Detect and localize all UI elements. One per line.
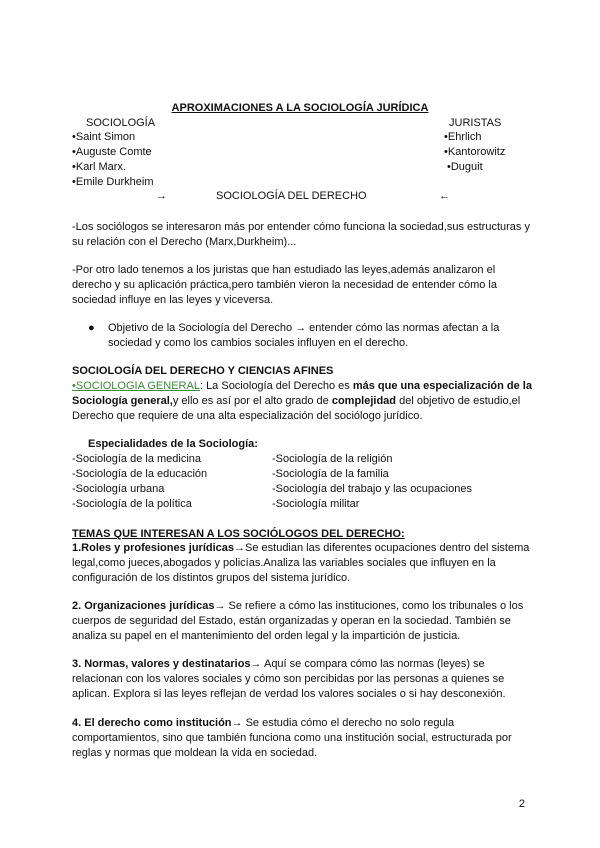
topic-item: 4. El derecho como institución→ Se estudia cómo el derecho no solo regula comportamientos, sino que también funciona como una institución social, estructurada por reglas y normas que moldean la vida en sociedad. [72,717,512,759]
list-item: •Kantorowitz [444,146,506,158]
objective-bullet-text: Objetivo de la Sociología del Derecho → entender cómo las normas afectan a la sociedad y como los cambios sociales influyen en el derecho. [108,322,500,349]
topic-label: 2. Organizaciones jurídicas [72,600,215,612]
list-item: •Saint Simon [72,131,136,143]
list-item: •Auguste Comte [72,146,152,158]
paragraph-sociologists: -Los sociólogos se interesaron más por entender cómo funciona la sociedad,sus estructuras y su relación con el Derecho (Marx,Durkheim)... [72,221,530,248]
topic-label: 3. Normas, valores y destinatarios [72,658,251,670]
sociology-column-heading: SOCIOLOGÍA [86,117,156,129]
specialty-item: -Sociología del trabajo y las ocupaciones [272,483,472,495]
specialty-item: -Sociología militar [272,498,360,510]
topic-label: 1.Roles y profesiones jurídicas [72,542,235,554]
list-item: •Duguit [447,161,483,173]
paragraph-general-sociology: •SOCIOLOGIA GENERAL: La Sociología del Derecho es más que una especialización de la Sociología general,y ello es así por el alto grado de complejidad del objetivo de estudio,el Derecho que requiere de una alta especialización del sociólogo jurídico. [72,380,532,422]
specialty-item: -Sociología de la educación [72,468,208,480]
specialty-item: -Sociología urbana [72,483,165,495]
jurists-column-heading: JURISTAS [449,117,502,129]
bullet-icon: ● [88,322,95,334]
paragraph-jurists: -Por otro lado tenemos a los juristas que han estudiado las leyes,además analizaron el derecho y su aplicación práctica,pero también vieron la necesidad de entender cómo la sociedad influye en las leyes y viceversa. [72,264,497,306]
list-item: •Ehrlich [444,131,482,143]
topic-item: 1.Roles y profesiones jurídicas→Se estudian las diferentes ocupaciones dentro del sistema legal,como jueces,abogados y policías.Analiza las variables sociales que influyen en la configuración de los distintos grupos del sistema jurídico. [72,542,530,584]
left-arrow-icon: ← [439,190,450,202]
document-title: APROXIMACIONES A LA SOCIOLOGÍA JURÍDICA [171,102,429,114]
specialty-item: -Sociología de la religión [272,453,393,465]
specialties-list [72,452,532,512]
specialty-item: -Sociología de la medicina [72,453,202,465]
right-arrow-icon: → [156,190,167,202]
specialty-item: -Sociología de la familia [272,468,389,480]
topics-heading: TEMAS QUE INTERESAN A LOS SOCIÓLOGOS DEL DERECHO: [72,528,405,540]
general-sociology-link[interactable]: •SOCIOLOGIA GENERAL [72,380,200,392]
jurists-list [444,130,505,175]
list-item: •Karl Marx. [72,161,126,173]
topic-item: 2. Organizaciones jurídicas→ Se refiere a cómo las instituciones, como los tribunales o los cuerpos de seguridad del Estado, están organizadas y operan en la sociedad. También se analiza su papel en el mantenimiento del orden legal y la impartición de justicia. [72,600,524,642]
list-item: •Emile Durkheim [72,176,154,188]
topic-item: 3. Normas, valores y destinatarios→ Aquí se compara cómo las normas (leyes) se relacionan con los valores sociales y cómo son percibidas por las personas a quienes se aplican. Explora si las leyes reflejan de verdad los valores sociales o si hay desconexión. [72,658,506,700]
topic-label: 4. El derecho como institución [72,717,232,729]
sociologists-list [72,130,153,190]
sociology-of-law-label: SOCIOLOGÍA DEL DERECHO [216,190,367,202]
specialty-item: -Sociología de la política [72,498,192,510]
section-heading-related-sciences: SOCIOLOGÍA DEL DERECHO Y CIENCIAS AFINES [72,365,334,377]
specialties-heading: Especialidades de la Sociología: [88,438,258,450]
page-number: 2 [518,798,525,810]
